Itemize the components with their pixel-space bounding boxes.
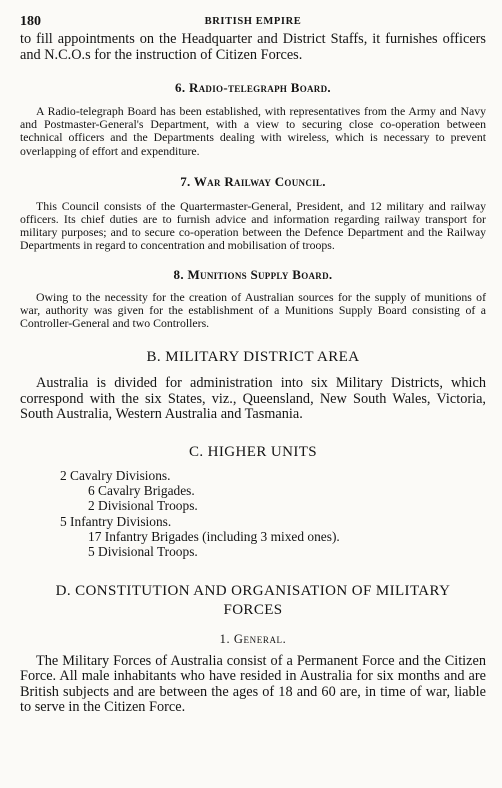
munitions-supply-board-paragraph: Owing to the necessity for the creation of Australian sources for the supply of munitions of war, authority was given for the establishment of a Munitions Supply Board consisting of a Controller-General and two Controllers. (20, 289, 486, 331)
unit-list-item: 2 Cavalry Divisions. (60, 467, 171, 483)
page-number: 180 (20, 14, 41, 29)
constitution-heading-line-1: D. CONSTITUTION AND ORGANISATION OF MILITARY (55, 582, 451, 599)
munitions-supply-board-heading: 8. Munitions Supply Board. (173, 266, 333, 282)
radio-telegraph-board-paragraph: A Radio-telegraph Board has been established, with representatives from the Army and Navy and Postmaster-General's Department, with a view to securing close co-operation between technical officers and the Departments dealing with wireless, which is necessary to prevent overlapping of effort and expenditure. (20, 104, 486, 158)
military-district-area-paragraph: Australia is divided for administration into six Military Districts, which correspond with the six States, viz., Queensland, New South Wales, Victoria, South Australia, Western Australia and Tasmania. (20, 375, 486, 423)
constitution-heading (20, 582, 486, 620)
higher-units-heading: C. HIGHER UNITS (188, 443, 318, 460)
unit-list-item: 6 Cavalry Brigades. (88, 483, 195, 499)
opening-paragraph: to fill appointments on the Headquarter and District Staffs, it furnishes officers and N.C.O.s for the instruction of Citizen Forces. (20, 31, 486, 63)
military-district-area-heading: B. MILITARY DISTRICT AREA (146, 349, 360, 366)
war-railway-council-paragraph: This Council consists of the Quartermaster-General, President, and 12 military and railway officers. Its chief duties are to furnish advice and information regarding railway transport for military purposes; and to secure co-operation between the Defence Department and the Railway Departments in regard to concentration and mobilisation of troops. (20, 198, 486, 253)
unit-list-item: 2 Divisional Troops. (88, 498, 198, 514)
war-railway-council-heading: 7. War Railway Council. (180, 173, 326, 189)
unit-list-item: 17 Infantry Brigades (including 3 mixed ones). (88, 528, 340, 544)
unit-list-item: 5 Infantry Divisions. (60, 513, 172, 529)
radio-telegraph-board-heading: 6. Radio-telegraph Board. (175, 80, 331, 95)
constitution-paragraph: The Military Forces of Australia consist of a Permanent Force and the Citizen Force. All male inhabitants who have resided in Australia for six months and are British subjects and are between the ages of 18 and 60 are, in time of war, liable to serve in the Citizen Force. (20, 652, 486, 716)
general-subheading: 1. General. (219, 631, 287, 646)
unit-list-item: 5 Divisional Troops. (88, 544, 198, 560)
running-title: BRITISH EMPIRE (204, 16, 302, 27)
higher-units-list (20, 468, 486, 560)
constitution-heading-line-2: FORCES (223, 601, 283, 618)
running-header (20, 14, 486, 32)
